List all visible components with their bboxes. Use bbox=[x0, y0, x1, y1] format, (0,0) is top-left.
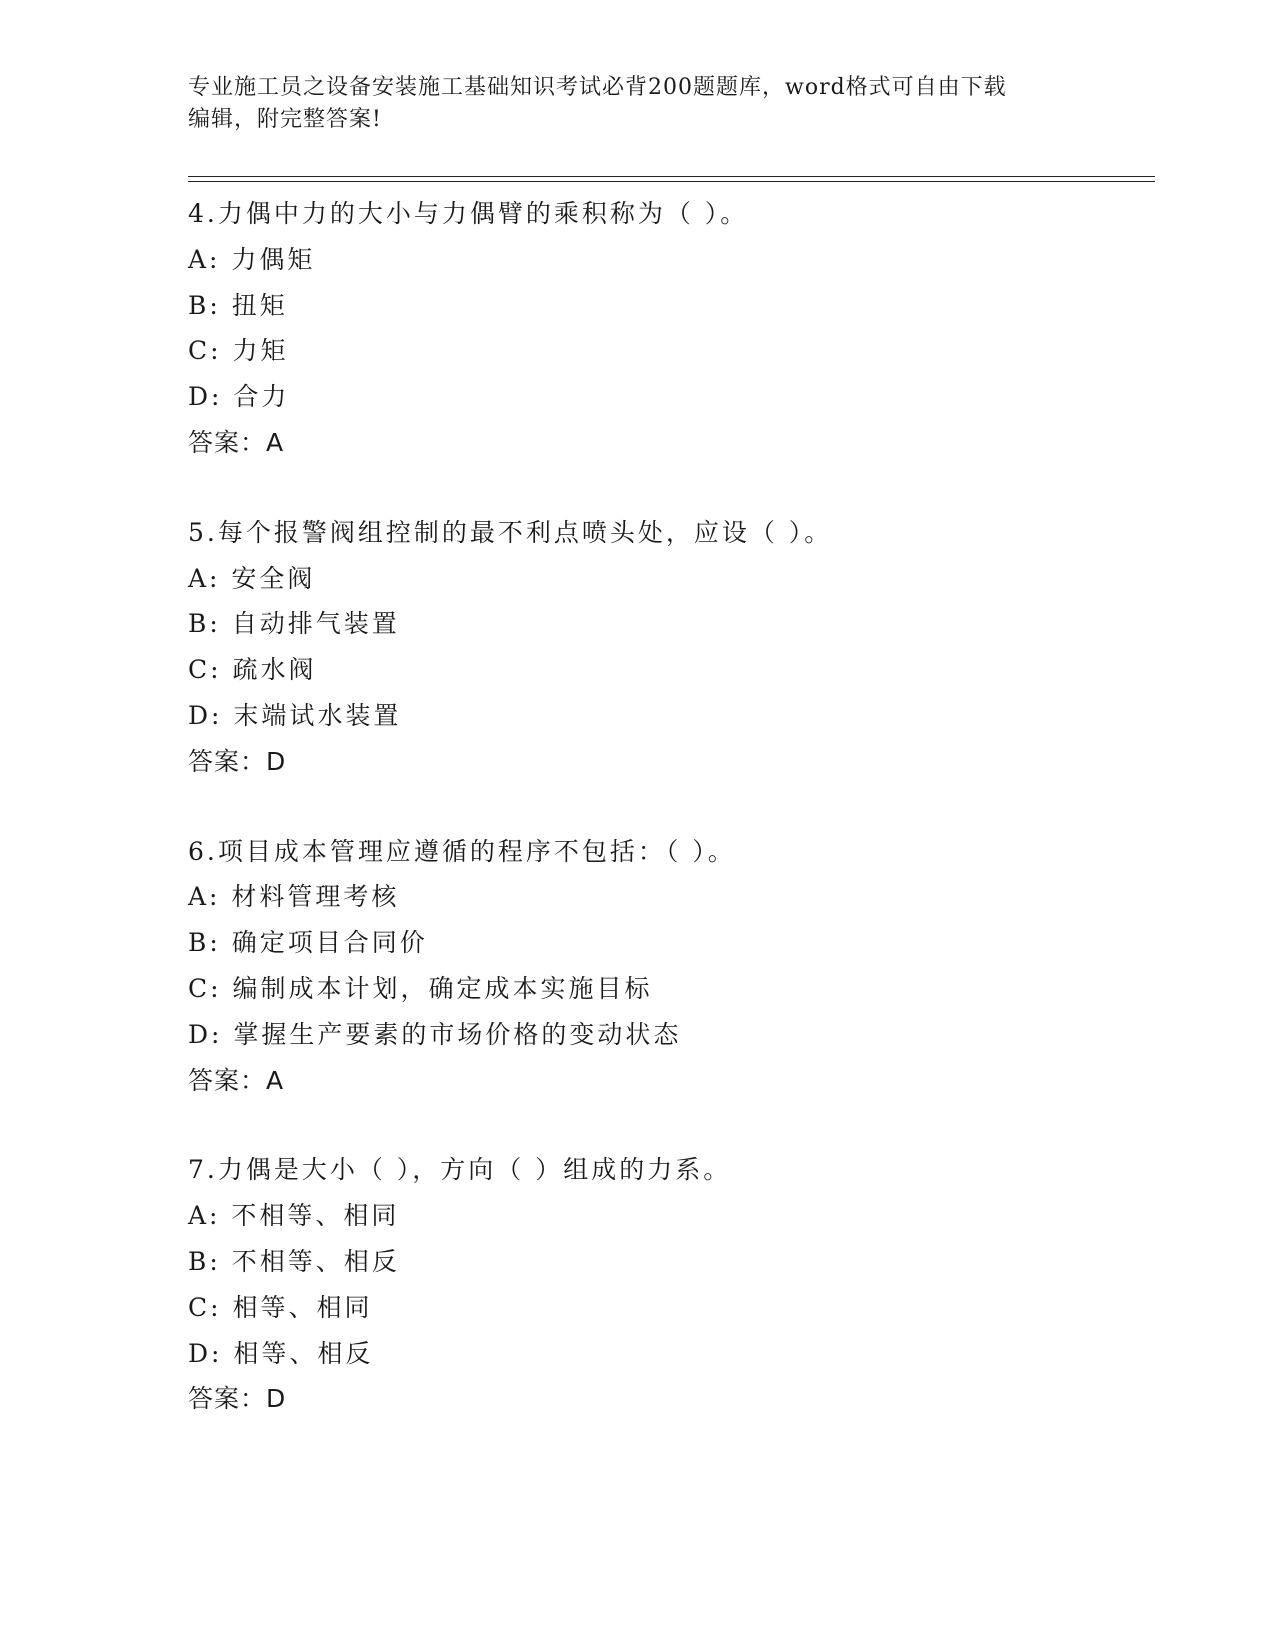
option-b: B: 扭矩 bbox=[188, 290, 288, 320]
question-7 bbox=[188, 1147, 1148, 1422]
option-c: C: 相等、相同 bbox=[188, 1292, 373, 1322]
answer-line: 答案：A bbox=[188, 1065, 285, 1095]
option-b: B: 不相等、相反 bbox=[188, 1246, 400, 1276]
header-line-2: 编辑，附完整答案! bbox=[188, 107, 382, 132]
answer-line: 答案：D bbox=[188, 746, 287, 776]
answer-line: 答案：D bbox=[188, 1384, 287, 1414]
option-a: A: 力偶矩 bbox=[188, 244, 316, 274]
question-stem: 4.力偶中力的大小与力偶臂的乘积称为（ ）。 bbox=[188, 199, 749, 228]
header-divider-bottom bbox=[188, 181, 1155, 182]
question-stem: 5.每个报警阀组控制的最不利点喷头处，应设（ ）。 bbox=[188, 517, 833, 547]
option-a: A: 材料管理考核 bbox=[188, 882, 400, 912]
option-d: D: 掌握生产要素的市场价格的变动状态 bbox=[188, 1019, 682, 1049]
option-a: A: 不相等、相同 bbox=[188, 1201, 400, 1231]
option-c: C: 疏水阀 bbox=[188, 655, 317, 685]
question-stem: 6.项目成本管理应遵循的程序不包括：（ ）。 bbox=[188, 836, 736, 866]
option-a: A: 安全阀 bbox=[188, 563, 316, 593]
option-c: C: 力矩 bbox=[188, 336, 289, 366]
question-list bbox=[188, 191, 1148, 1466]
document-header bbox=[188, 72, 1088, 136]
question-6 bbox=[188, 829, 1148, 1104]
option-d: D: 相等、相反 bbox=[188, 1338, 374, 1368]
option-d: D: 末端试水装置 bbox=[188, 700, 402, 730]
answer-line: 答案：A bbox=[188, 427, 285, 457]
question-4 bbox=[188, 191, 1148, 466]
option-b: B: 自动排气装置 bbox=[188, 609, 400, 639]
header-divider-top bbox=[188, 176, 1155, 177]
option-d: D: 合力 bbox=[188, 382, 290, 412]
question-5 bbox=[188, 510, 1148, 785]
option-b: B: 确定项目合同价 bbox=[188, 928, 428, 958]
question-stem: 7.力偶是大小（ ），方向（ ）组成的力系。 bbox=[188, 1155, 732, 1185]
option-c: C: 编制成本计划，确定成本实施目标 bbox=[188, 973, 653, 1003]
header-line-1: 专业施工员之设备安装施工基础知识考试必背200题题库，word格式可自由下载 bbox=[188, 75, 1007, 100]
